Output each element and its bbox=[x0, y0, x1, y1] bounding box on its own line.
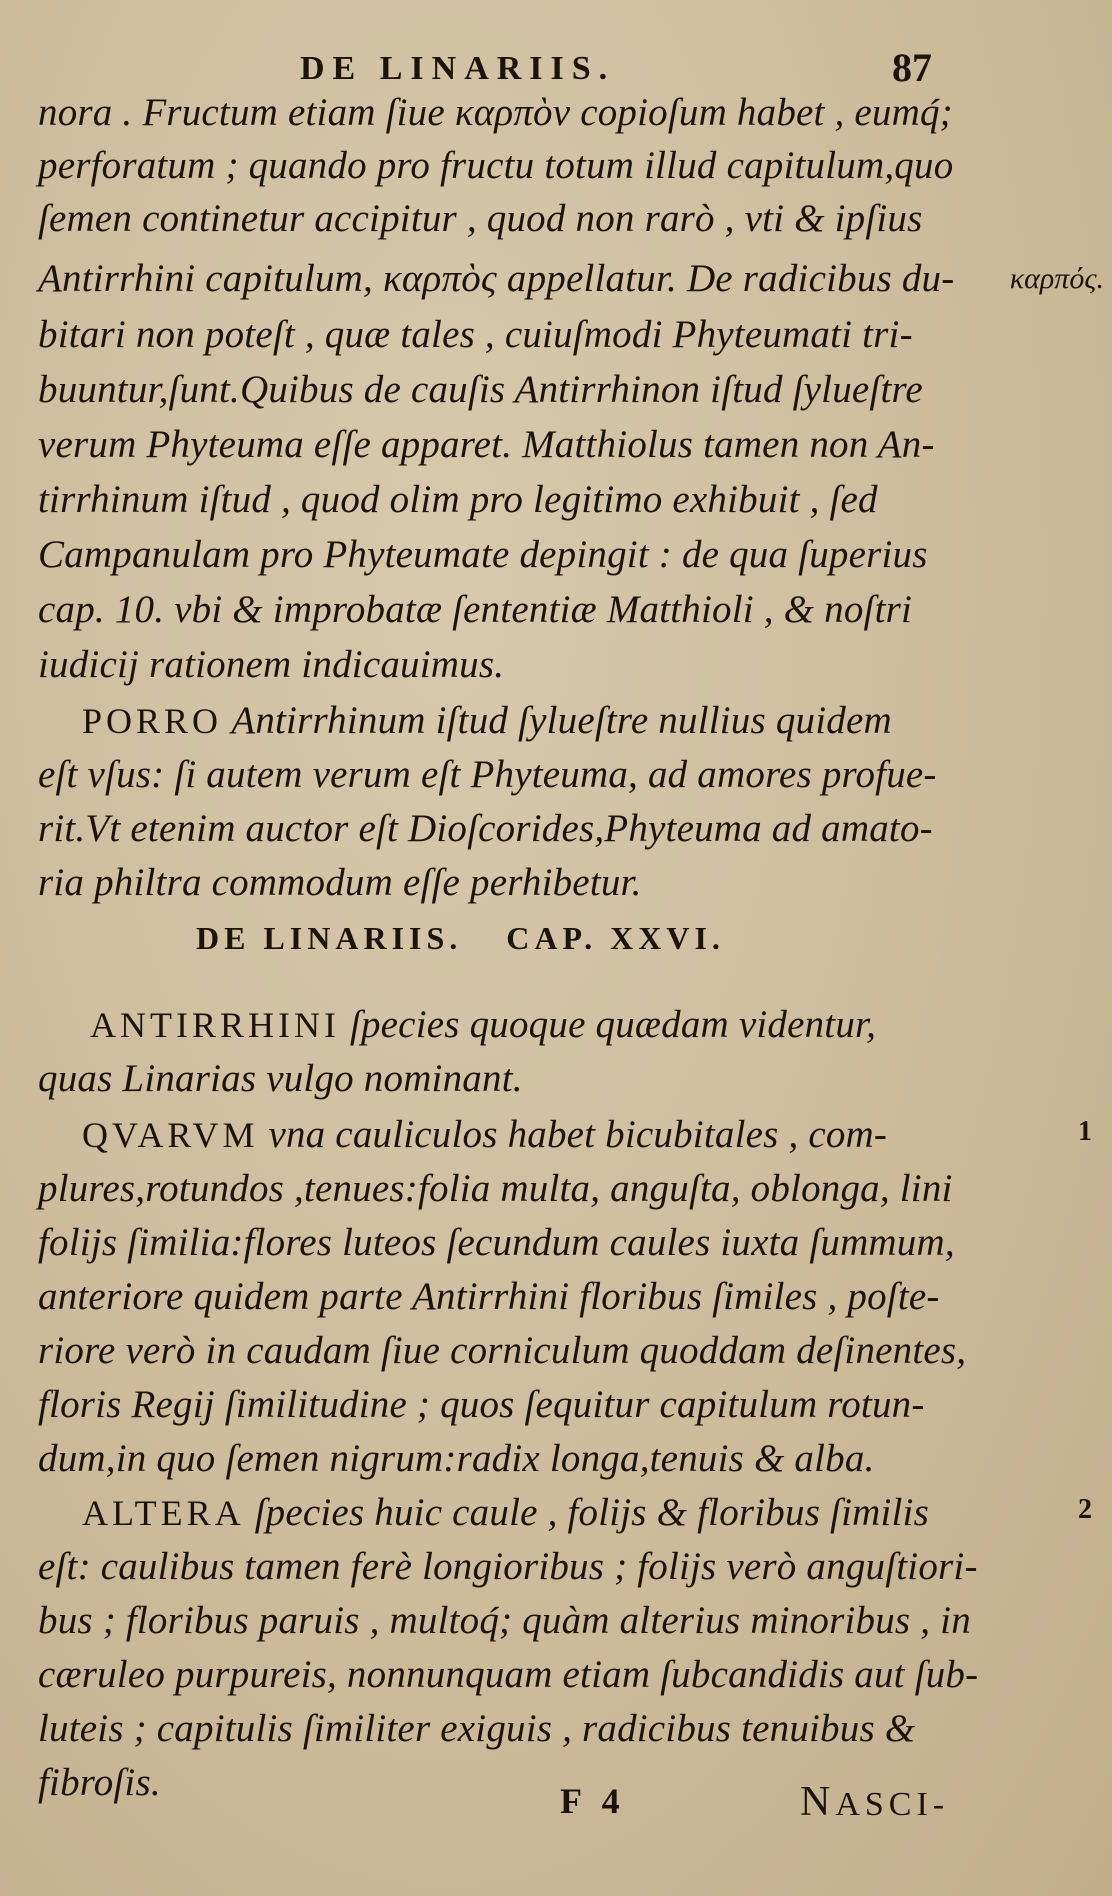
text-line: fibroſis. bbox=[38, 1761, 161, 1804]
text-line: Antirrhini capitulum, καρπὸς appellatur. De radicibus du- bbox=[38, 257, 955, 300]
catchword-initial: N bbox=[800, 1779, 836, 1825]
paragraph-antirrhini-first-line bbox=[90, 1002, 876, 1048]
text-span: ſpecies quoque quædam videntur, bbox=[339, 1003, 877, 1046]
paragraph-lead-word: ALTERA bbox=[82, 1493, 245, 1533]
text-span: ſpecies huic caule , folijs & floribus ſimilis bbox=[244, 1491, 929, 1534]
paragraph-lead-word: ANTIRRHINI bbox=[90, 1005, 340, 1045]
text-line: luteis ; capitulis ſimiliter exiguis , radicibus tenuibus & bbox=[38, 1707, 916, 1750]
paragraph-altera-first-line bbox=[82, 1490, 929, 1536]
text-line: perforatum ; quando pro fructu totum illud capitulum,quo bbox=[38, 144, 954, 187]
paragraph-lead-word: QVARVM bbox=[82, 1115, 259, 1155]
text-line: iudicij rationem indicauimus. bbox=[38, 643, 505, 686]
margin-note: καρπός. bbox=[1009, 262, 1104, 295]
catchword-rest: ASCI- bbox=[835, 1786, 950, 1823]
text-line: ſemen continetur accipitur , quod non rarò , vti & ipſius bbox=[38, 197, 923, 240]
text-line: dum,in quo ſemen nigrum:radix longa,tenuis & alba. bbox=[38, 1437, 875, 1480]
text-line: quas Linarias vulgo nominant. bbox=[38, 1057, 523, 1100]
signature-mark: F 4 bbox=[560, 1781, 626, 1821]
text-line: rit.Vt etenim auctor eſt Dioſcorides,Phyteuma ad amato- bbox=[38, 807, 933, 850]
text-span: Antirrhinum iſtud ſylueſtre nullius quidem bbox=[222, 699, 892, 742]
text-line: cap. 10. vbi & improbatæ ſententiæ Matthioli , & noſtri bbox=[38, 588, 913, 631]
paragraph-lead-word: PORRO bbox=[82, 701, 223, 741]
chapter-heading bbox=[196, 920, 725, 957]
text-line: ria philtra commodum eſſe perhibetur. bbox=[38, 861, 642, 904]
running-header: DE LINARIIS. bbox=[300, 50, 616, 87]
paragraph-quarum-first-line bbox=[82, 1112, 887, 1158]
chapter-title: DE LINARIIS. bbox=[196, 920, 463, 956]
text-line: plures,rotundos ,tenues:folia multa, anguſta, oblonga, lini bbox=[38, 1167, 953, 1210]
text-line: cæruleo purpureis, nonnunquam etiam ſubcandidis aut ſub- bbox=[38, 1653, 979, 1696]
margin-marker: 2 bbox=[1078, 1494, 1092, 1525]
text-line: bus ; floribus paruis , multoq́; quàm alterius minoribus , in bbox=[38, 1599, 971, 1642]
chapter-number: CAP. XXVI. bbox=[506, 920, 725, 956]
text-line: verum Phyteuma eſſe apparet. Matthiolus tamen non An- bbox=[38, 423, 935, 466]
text-line: eſt: caulibus tamen ferè longioribus ; folijs verò anguſtiori- bbox=[38, 1545, 978, 1588]
text-line: tirrhinum iſtud , quod olim pro legitimo exhibuit , ſed bbox=[38, 478, 878, 521]
text-span: vna cauliculos habet bicubitales , com- bbox=[258, 1113, 888, 1156]
text-line: nora . Fructum etiam ſiue καρπὸν copioſum habet , eumq́; bbox=[38, 91, 953, 134]
text-line: riore verò in caudam ſiue corniculum quoddam deſinentes, bbox=[38, 1329, 967, 1372]
text-line: buuntur,ſunt.Quibus de cauſis Antirrhinon iſtud ſylueſtre bbox=[38, 368, 923, 411]
catchword bbox=[800, 1778, 949, 1826]
text-line: floris Regij ſimilitudine ; quos ſequitur capitulum rotun- bbox=[38, 1383, 925, 1426]
page-number: 87 bbox=[892, 45, 932, 90]
text-line: folijs ſimilia:flores luteos ſecundum caules iuxta ſummum, bbox=[38, 1221, 955, 1264]
text-line: eſt vſus: ſi autem verum eſt Phyteuma, ad amores profue- bbox=[38, 753, 937, 796]
text-line: Campanulam pro Phyteumate depingit : de qua ſuperius bbox=[38, 533, 928, 576]
paragraph-porro-first-line bbox=[82, 698, 892, 744]
text-line: bitari non poteſt , quæ tales , cuiuſmodi Phyteumati tri- bbox=[38, 313, 913, 356]
text-line: anteriore quidem parte Antirrhini floribus ſimiles , poſte- bbox=[38, 1275, 940, 1318]
margin-marker: 1 bbox=[1078, 1116, 1092, 1147]
